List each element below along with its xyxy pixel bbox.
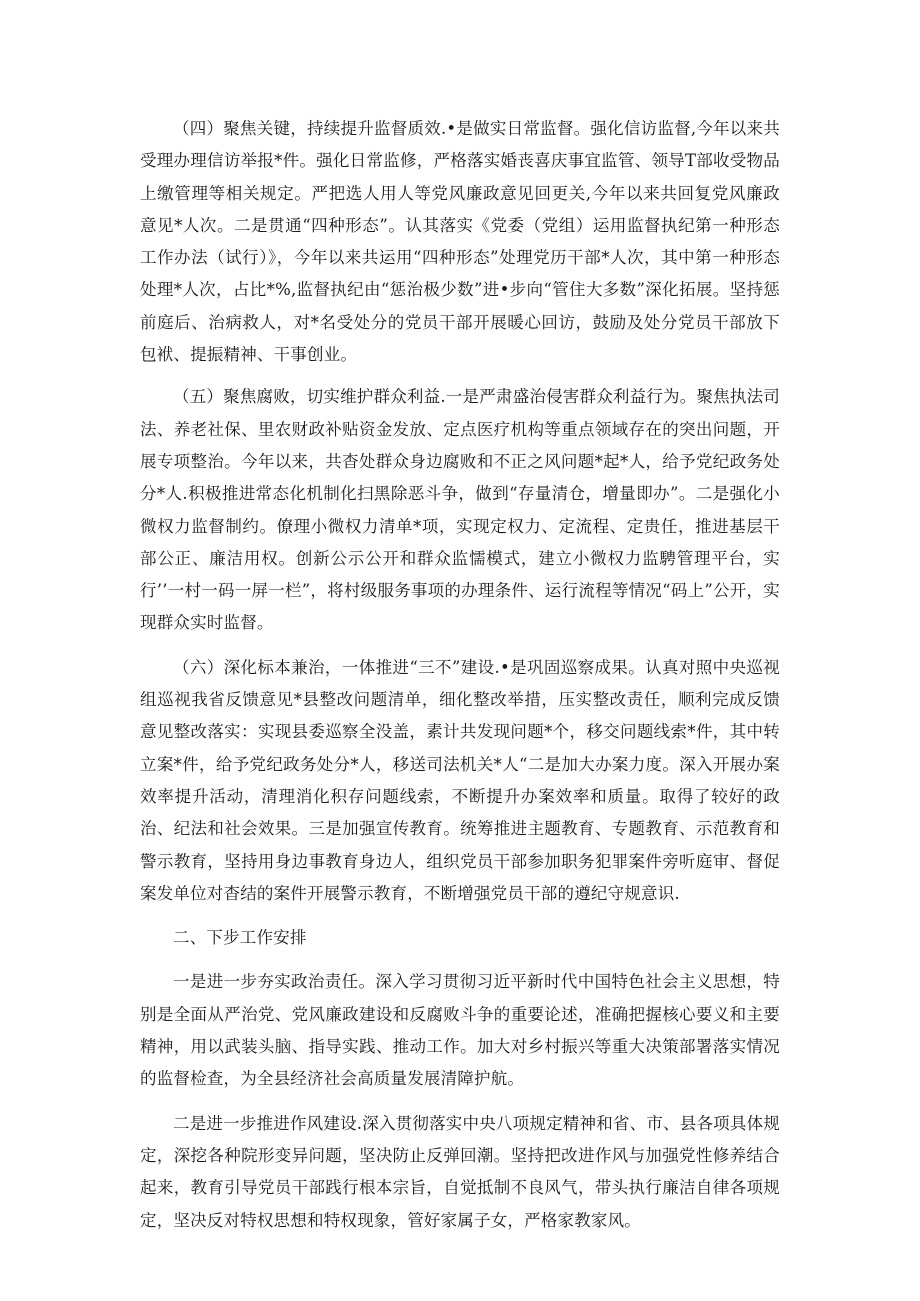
paragraph-focus-corruption: （五）聚焦腐败，切实维护群众利益.一是严肃盛治侵害群众利益行为。聚焦执法司法、养老社保、里农财政补贴资金发放、定点医疗机构等重点领域存在的突出问题，开展专项整治。今年以来，共杳处群众身边腐败和不正之风问题*起*人，给予党纪政务处分*人.积极推进常态化机制化扫黑除恶斗争，做到“存量清仓，增量即办”。二是强化小微权力监督制约。僚理小微权力清单*项，实现定权力、定流程、定贵任，推进基层干部公正、廉洁用权。创新公示公开和群众监懦模式，建立小微权力监騁管理平台，实行’’一村一码一屏一栏”，将村级服务事项的办理条件、运行流程等情况“码上”公开，实现群众实时监督。	[140, 387, 780, 633]
paragraph-deepen-governance: （六）深化标本兼治，一体推进“三不”建设.•是巩固巡察成果。认真对照中央巡视组巡视我省反馈意见*县整改问题清单，细化整改举措，压实整改责任，顺利完成反馈意见整改落实：实现县委巡察全没盖，素计共发现问题*个，移交问题线索*件，其中转立案*件，给予党纪政务处分*人，移送司法机关*人“二是加大办案力度。深入开展办案效率提升活动，清理消化积存问题线索，不断提升办案效率和质量。取得了较好的政治、纪法和社会效果。三是加强宣传教育。统筹推进主题教育、专题教育、示范教育和警示教育，坚持用身边事教育身边人，组织党员干部参加职务犯罪案件旁听庭审、督促案发单位对杳结的案件开展警示教育，不断增强党员干部的遵纪守规意识.	[140, 657, 780, 903]
paragraph-focus-key-supervision: （四）聚焦关键，持续提升监督质效.•是做实日常监督。强化信访监督,今年以来共受理办理信访举报*件。强化日常监修，严格落实婚丧喜庆事宜监管、领导T部收受物品上缴管理等相关规定。严把选人用人等党风廉政意见回更关,今年以来共回复党风廉政意见*人次。二是贯通“四种形态”。认其落实《党委（党组）运用监督执纪第一种形态工作办法（试行）》，今年以来共运用“四种形态”处理党历干部*人次，其中第一种形态处理*人次，占比*%,监督执纪由“惩治极少数”进•步向“管住大多数”深化拓展。坚持惩前庭后、治病救人，对*名受处分的党员干部开展暖心回访，鼓励及处分党员干部放下包袱、提振精神、干事创业。	[140, 119, 780, 365]
section-heading-next-steps: 二、下步工作安排	[173, 928, 307, 948]
document-body	[140, 113, 780, 1237]
paragraph-work-style: 二是进一步推进作风建设.深入贯彻落实中央八项规定精神和省、市、县各项具体规定，深挖各种院形变异问题，坚决防止反弹回潮。坚持把改进作风与加强党性修养结合起来，教育引导党员干部践行根本宗旨，自觉抵制不良风气，带头执行廉洁自律各项规定，坚决反对特权思想和特权现象，管好家属子女，严格家教家风。	[140, 1113, 780, 1230]
paragraph-political-responsibility: 一是进一步夯实政治责任。深入学习贯彻习近平新时代中国特色社会主义思想，特别是全面从严治党、党风廉政建设和反腐败斗争的重要论述，准确把握核心要义和主要精神，用以武装头脑、指导实践、推动工作。加大对乡村振兴等重大决策部署落实情况的监督检查，为全县经济社会高质量发展清障护航。	[140, 972, 780, 1089]
